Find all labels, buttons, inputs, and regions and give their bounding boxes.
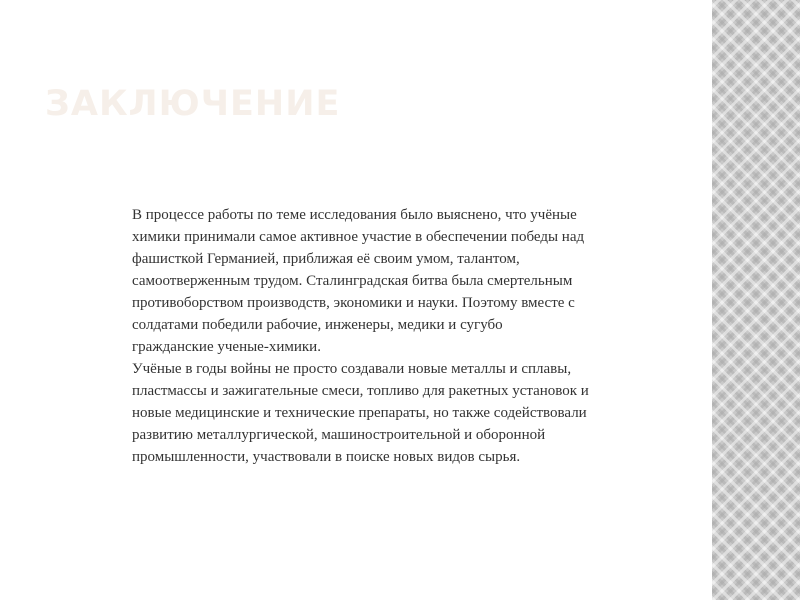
body-line: развитию металлургической, машиностроительной и оборонной [132, 427, 546, 443]
body-line: самоотверженным трудом. Сталинградская битва была смертельным [132, 273, 573, 289]
body-line: новые медицинские и технические препараты, но также содействовали [132, 405, 587, 421]
body-line: Учёные в годы войны не просто создавали новые металлы и сплавы, [132, 361, 572, 377]
slide-body [132, 204, 692, 468]
body-line: гражданские ученые-химики. [132, 339, 321, 355]
body-line: пластмассы и зажигательные смеси, топливо для ракетных установок и [132, 383, 589, 399]
body-line: солдатами победили рабочие, инженеры, медики и сугубо [132, 317, 503, 333]
body-line: химики принимали самое активное участие в обеспечении победы над [132, 229, 585, 245]
body-line: промышленности, участвовали в поиске новых видов сырья. [132, 449, 521, 465]
slide-title: ЗАКЛЮЧЕНИЕ [45, 84, 341, 124]
body-line: фашисткой Германией, приближая её своим умом, талантом, [132, 251, 520, 267]
body-line: В процессе работы по теме исследования было выяснено, что учёные [132, 207, 577, 223]
decorative-side-pattern [712, 0, 800, 600]
body-line: противоборством производств, экономики и науки. Поэтому вместе с [132, 295, 575, 311]
